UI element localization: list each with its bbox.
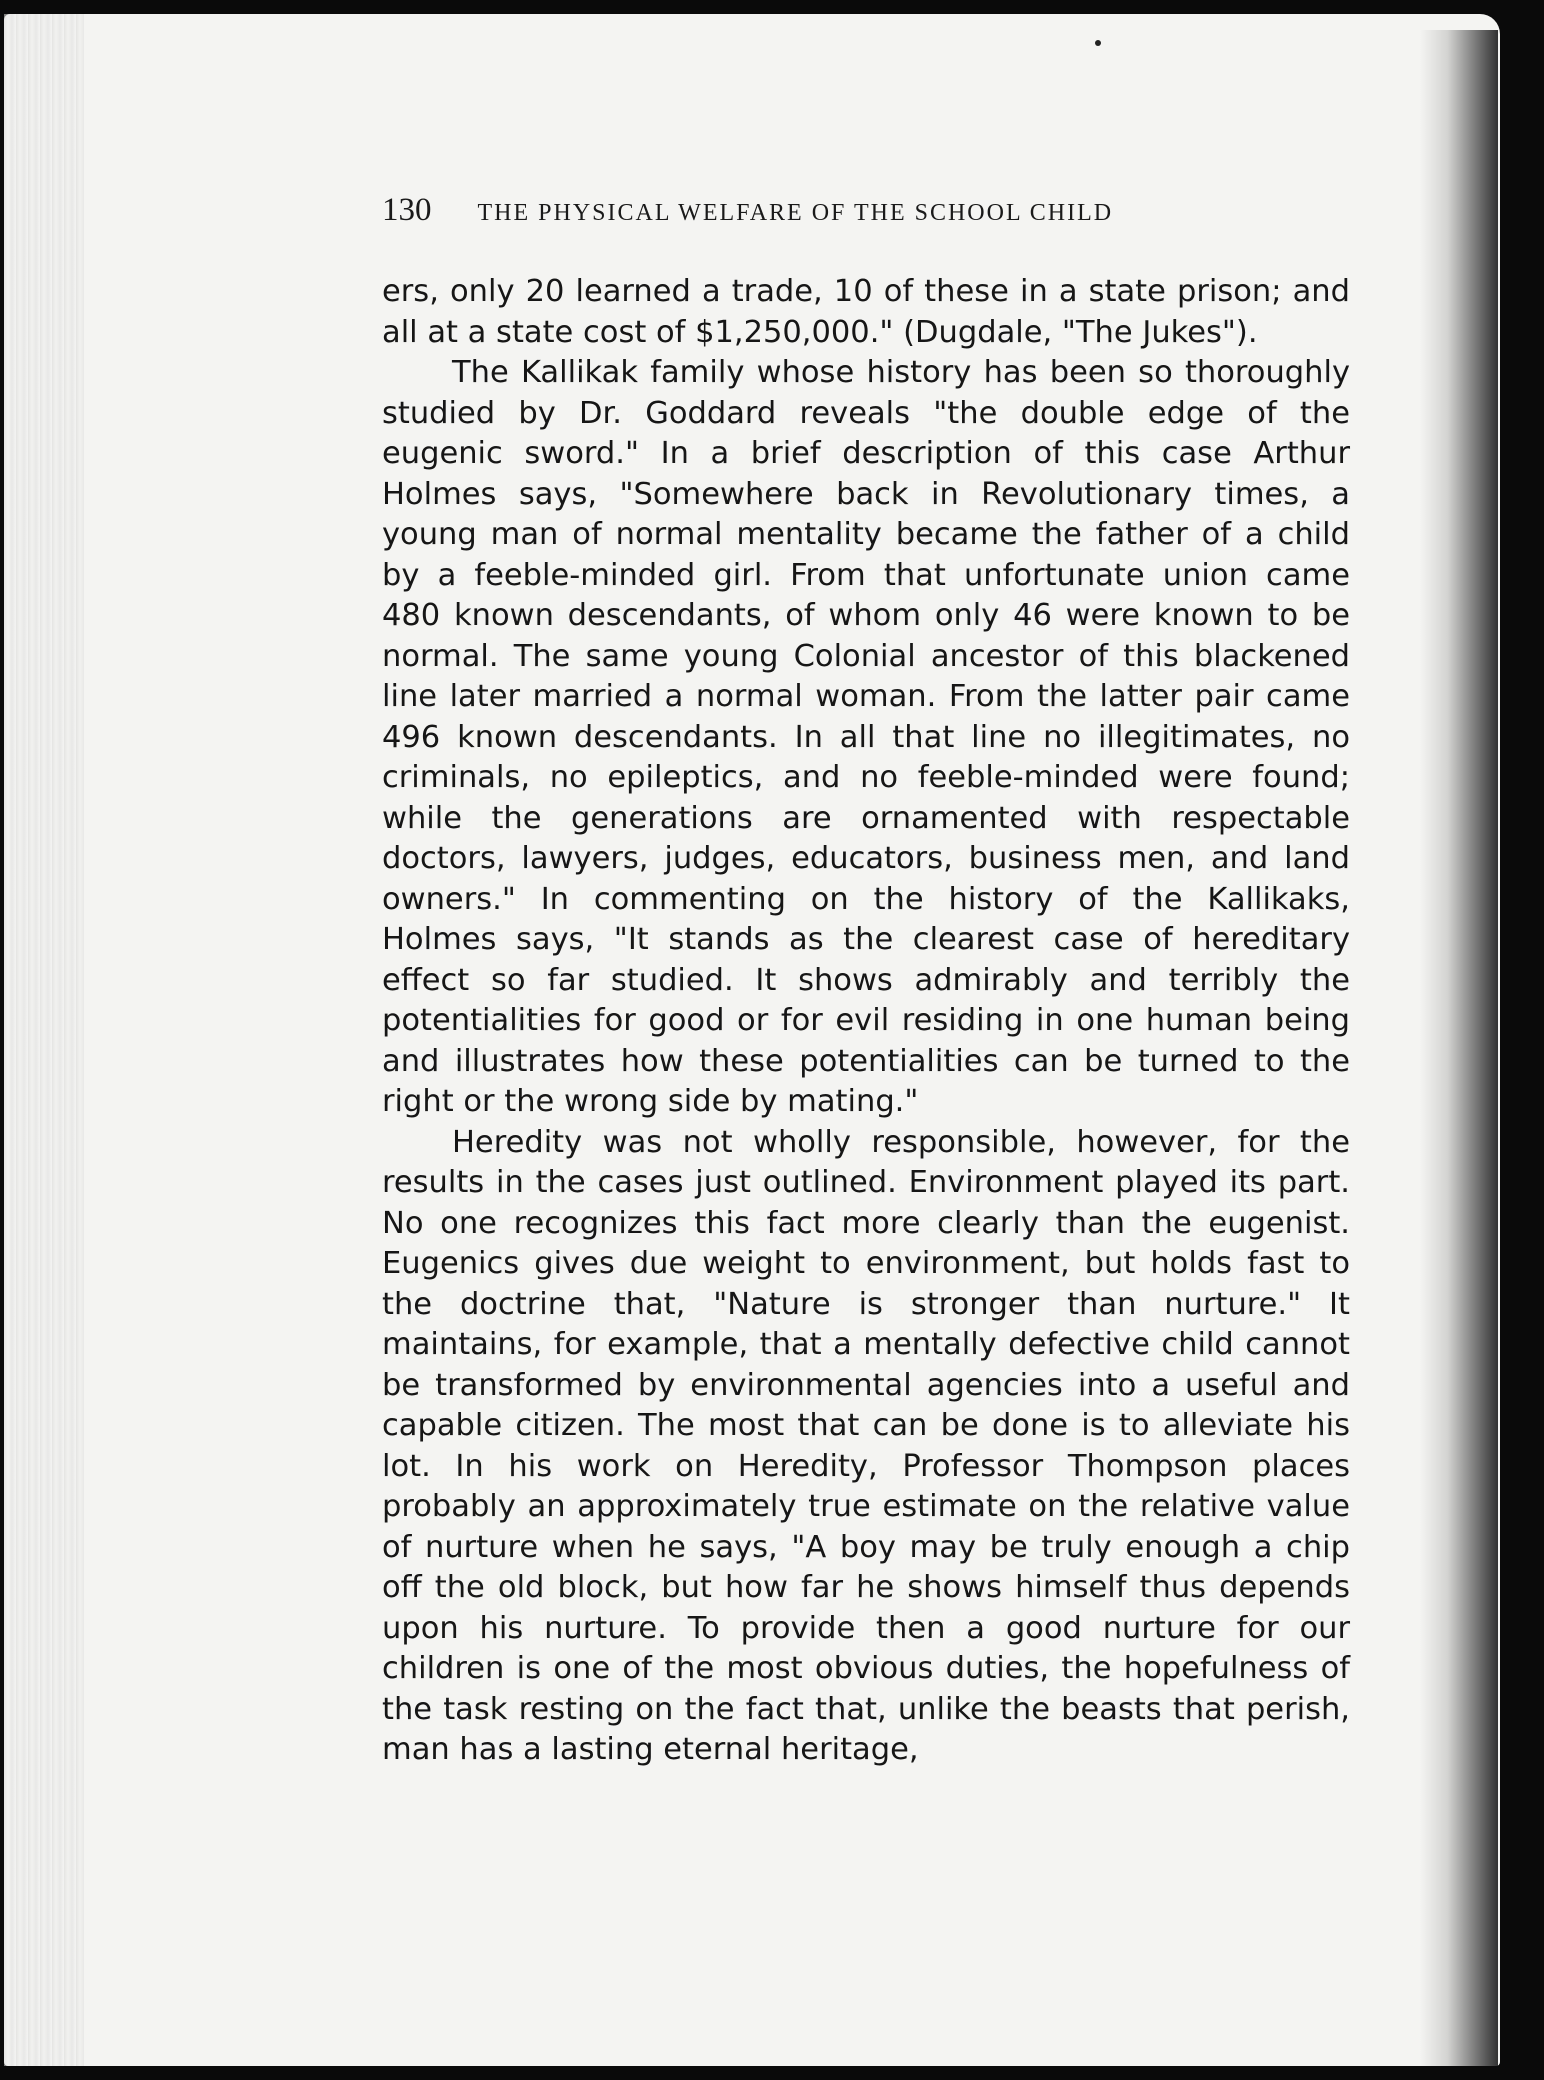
body-text <box>382 272 1350 1771</box>
paragraph-heredity: Heredity was not wholly responsible, however, for the results in the cases just outlined. Environment played its part. No one recognizes this fact more clearly than the eugenist. Eugenics gives due weight to environment, but holds fast to the doctrine that, "Nature is stronger than nurture." It maintains, for example, that a mentally defective child cannot be transformed by environmental agencies into a useful and capable citizen. The most that can be done is to alleviate his lot. In his work on Heredity, Professor Thompson places probably an approximately true estimate on the relative value of nurture when he says, "A boy may be truly enough a chip off the old block, but how far he shows himself thus depends upon his nurture. To provide then a good nurture for our children is one of the most obvious duties, the hopefulness of the task resting on the fact that, unlike the beasts that perish, man has a lasting eternal heritage, <box>382 1124 1350 1767</box>
paragraph-continuation: ers, only 20 learned a trade, 10 of these in a state prison; and all at a state cost of $1,250,000." (Dugdale, "The Jukes"). <box>382 274 1350 350</box>
running-head <box>382 192 1382 232</box>
ink-speck <box>1095 40 1101 46</box>
page-number: 130 <box>382 192 432 228</box>
gutter-shadow <box>1420 30 1498 2066</box>
page-stack-edge <box>4 14 84 2066</box>
paragraph-kallikak: The Kallikak family whose history has been so thoroughly studied by Dr. Goddard reveals "the double edge of the eugenic sword." In a brief description of this case Arthur Holmes says, "Somewhere back in Revolutionary times, a young man of normal mentality became the father of a child by a feeble-minded girl. From that unfortunate union came 480 known descendants, of whom only 46 were known to be normal. The same young Colonial ancestor of this blackened line later married a normal woman. From the latter pair came 496 known descendants. In all that line no illegitimates, no criminals, no epileptics, and no feeble-minded were found; while the generations are ornamented with respectable doctors, lawyers, judges, educators, business men, and land owners." In commenting on the history of the Kallikaks, Holmes says, "It stands as the clearest case of hereditary effect so far studied. It shows admirably and terribly the potentialities for good or for evil residing in one human being and illustrates how these potentialities can be turned to the right or the wrong side by mating." <box>382 355 1350 1119</box>
running-title: THE PHYSICAL WELFARE OF THE SCHOOL CHILD <box>477 200 1114 226</box>
